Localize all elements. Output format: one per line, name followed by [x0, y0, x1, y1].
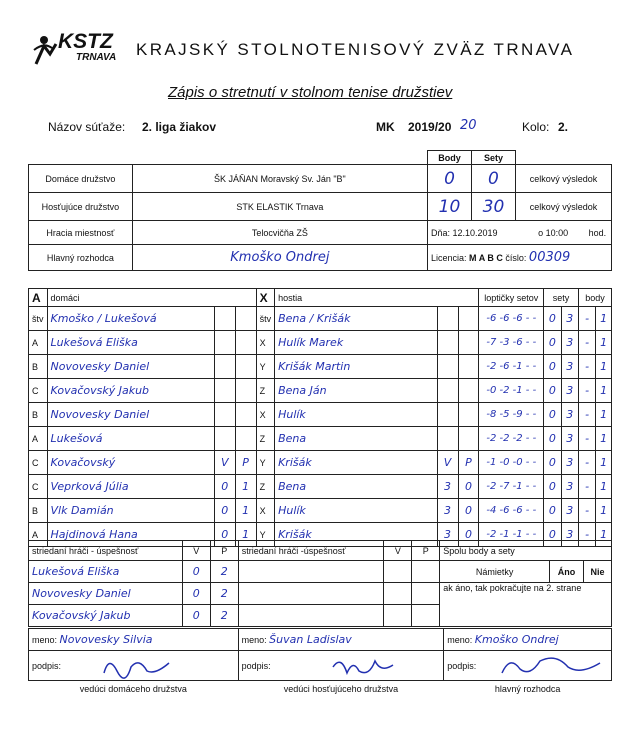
away-player: Bena Ján: [278, 384, 327, 397]
sety-away: 3: [566, 432, 574, 445]
sub-home-name: Kovačovský Jakub: [32, 609, 131, 622]
away-code: X: [259, 505, 266, 516]
match-row: [29, 427, 612, 451]
away-v: 3: [444, 528, 452, 541]
home-player: Vlk Damián: [50, 504, 114, 517]
referee-signature: [496, 651, 606, 679]
set-scores: -2 -6 -1 - -: [486, 361, 537, 372]
body-away: 1: [600, 408, 608, 421]
set-scores: -2 -2 -2 - -: [486, 433, 537, 444]
away-v: V: [443, 456, 452, 469]
home-code: B: [32, 505, 39, 516]
sety-home: 0: [548, 432, 556, 445]
col-body: Body: [427, 151, 471, 165]
away-v: 3: [444, 504, 452, 517]
home-code: C: [32, 385, 39, 396]
objections-yes: Áno: [550, 561, 584, 583]
match-row: [29, 499, 612, 523]
home-code: C: [32, 481, 39, 492]
body-home: -: [585, 384, 590, 397]
set-scores: -0 -2 -1 - -: [486, 385, 537, 396]
competition-value: 2. liga žiakov: [142, 120, 217, 134]
away-code: X: [259, 337, 266, 348]
away-v: 3: [444, 480, 452, 493]
round-label: Kolo:: [522, 120, 550, 134]
home-code: A: [32, 337, 39, 348]
away-code: Y: [259, 529, 266, 540]
sety-home: 0: [548, 312, 556, 325]
body-away: 1: [600, 312, 608, 325]
away-code: Y: [259, 457, 266, 468]
body-home: -: [585, 360, 590, 373]
home-v: V: [220, 456, 229, 469]
away-code: Z: [259, 385, 266, 396]
licence-letters: M A B C: [469, 253, 503, 263]
substitutes-table: [28, 540, 612, 627]
sub-away-label: striedaní hráči -úspešnosť: [238, 541, 384, 561]
set-scores: -1 -0 -0 - -: [486, 457, 537, 468]
away-signature: [329, 653, 409, 679]
header-sety: sety: [544, 289, 579, 307]
objections-label: Námietky: [440, 561, 550, 583]
sub-home-v: V: [182, 541, 210, 561]
body-away: 1: [600, 528, 608, 541]
referee-label: Hlavný rozhodca: [29, 245, 133, 271]
header-sets: loptičky setov: [479, 289, 544, 307]
time-value: 10:00: [545, 227, 569, 238]
set-scores: -2 -1 -1 - -: [486, 529, 537, 540]
sety-home: 0: [548, 480, 556, 493]
set-scores: -6 -6 -6 - -: [486, 313, 537, 324]
away-p: 0: [464, 480, 472, 493]
set-scores: -8 -5 -9 - -: [486, 409, 537, 420]
away-player: Bena / Krišák: [278, 312, 351, 325]
sub-home-p-val: 2: [220, 587, 228, 600]
home-p: 1: [242, 504, 250, 517]
logo-text: KSTZ: [58, 30, 113, 53]
sety-away: 3: [566, 408, 574, 421]
away-player: Krišák: [278, 528, 312, 541]
away-body: 10: [438, 196, 461, 217]
home-v: 0: [221, 528, 229, 541]
set-scores: -4 -6 -6 - -: [486, 505, 537, 516]
home-p: 1: [242, 480, 250, 493]
sub-away-v: V: [384, 541, 412, 561]
body-home: -: [585, 456, 590, 469]
sub-home-p-val: 2: [220, 609, 228, 622]
home-player: Kovačovský: [50, 456, 116, 469]
season-written: 20: [460, 118, 477, 133]
matches-table: [28, 288, 612, 547]
sub-home-label: striedaní hráči - úspešnosť: [29, 541, 183, 561]
home-code: C: [32, 457, 39, 468]
body-home: -: [585, 312, 590, 325]
signatures-table: [28, 628, 612, 697]
sety-home: 0: [548, 360, 556, 373]
sub-home-p-val: 2: [220, 565, 228, 578]
body-home: -: [585, 528, 590, 541]
home-code: štv: [32, 313, 44, 324]
home-code: B: [32, 409, 39, 420]
sub-home-name: Novovesky Daniel: [32, 587, 131, 600]
home-signature: [99, 653, 179, 679]
time-prefix: o: [538, 227, 544, 238]
podpis-label: podpis:: [32, 660, 62, 671]
podpis-label: podpis:: [447, 660, 477, 671]
away-code: X: [259, 409, 266, 420]
home-team-label: Domáce družstvo: [29, 165, 133, 193]
sety-home: 0: [548, 336, 556, 349]
body-away: 1: [600, 432, 608, 445]
home-player: Veprková Júlia: [50, 480, 129, 493]
venue-label: Hracia miestnosť: [29, 221, 133, 245]
meno-label: meno:: [32, 635, 58, 645]
sub-away-p: P: [412, 541, 440, 561]
date-label: Dňa:: [430, 227, 450, 238]
objections-no: Nie: [583, 561, 611, 583]
sety-home: 0: [548, 528, 556, 541]
summary-table: [28, 150, 612, 271]
away-p: P: [465, 456, 472, 469]
referee-value: Kmoško Ondrej: [230, 250, 330, 265]
away-role: vedúci hosťujúceho družstva: [283, 683, 399, 694]
time-suffix: hod.: [588, 227, 607, 238]
podpis-label: podpis:: [241, 660, 271, 671]
header-home: domáci: [47, 289, 256, 307]
home-team: ŠK JÁŇAN Moravský Sv. Ján "B": [132, 165, 427, 193]
sety-away: 3: [566, 360, 574, 373]
sub-home-name: Lukešová Eliška: [32, 565, 120, 578]
body-away: 1: [600, 360, 608, 373]
licence-num: 00309: [528, 250, 571, 265]
round-value: 2.: [558, 120, 569, 134]
venue-value: Telocvičňa ZŠ: [132, 221, 427, 245]
body-home: -: [585, 504, 590, 517]
away-player: Hulík: [278, 408, 306, 421]
away-code: Z: [259, 481, 266, 492]
away-leader-name: Šuvan Ladislav: [269, 633, 352, 646]
season-printed: 2019/20: [408, 120, 452, 134]
org-title: KRAJSKÝ STOLNOTENISOVÝ ZVÄZ TRNAVA: [136, 40, 575, 59]
away-code: Y: [259, 361, 266, 372]
sety-away: 3: [566, 528, 574, 541]
sety-away: 3: [566, 336, 574, 349]
sub-home-v-val: 0: [192, 565, 200, 578]
sub-home-v-val: 0: [192, 609, 200, 622]
ref-role: hlavný rozhodca: [494, 683, 561, 694]
home-v: 0: [221, 480, 229, 493]
match-row: [29, 379, 612, 403]
body-home: -: [585, 336, 590, 349]
home-result-label: celkový výsledok: [515, 165, 611, 193]
body-away: 1: [600, 504, 608, 517]
match-row: [29, 451, 612, 475]
away-code: Z: [259, 433, 266, 444]
set-scores: -2 -7 -1 - -: [486, 481, 537, 492]
match-row: [29, 355, 612, 379]
home-p: 1: [242, 528, 250, 541]
away-team: STK ELASTIK Trnava: [132, 193, 427, 221]
away-player: Krišák: [278, 456, 312, 469]
home-v: 0: [221, 504, 229, 517]
continue-note: ak áno, tak pokračujte na 2. strane: [440, 583, 612, 627]
home-player: Kmoško / Lukešová: [50, 312, 157, 325]
referee-name: Kmoško Ondrej: [474, 633, 559, 646]
meno-label: meno:: [447, 635, 473, 645]
match-row: [29, 331, 612, 355]
away-result-label: celkový výsledok: [515, 193, 611, 221]
sety-home: 0: [548, 504, 556, 517]
sub-home-v-val: 0: [192, 587, 200, 600]
body-home: -: [585, 408, 590, 421]
away-p: 0: [464, 504, 472, 517]
home-player: Lukešová: [50, 432, 103, 445]
home-player: Lukešová Eliška: [50, 336, 138, 349]
match-row: [29, 403, 612, 427]
body-away: 1: [600, 480, 608, 493]
body-away: 1: [600, 336, 608, 349]
doc-title: Zápis o stretnutí v stolnom tenise družstiev: [168, 84, 453, 101]
home-code: B: [32, 361, 39, 372]
home-player: Hajdinová Hana: [50, 528, 138, 541]
sety-away: 3: [566, 312, 574, 325]
licence-label: Licencia:: [430, 253, 467, 263]
away-code: štv: [259, 313, 272, 324]
home-code: A: [32, 433, 39, 444]
away-p: 0: [464, 528, 472, 541]
away-player: Bena: [278, 480, 307, 493]
sub-home-p: P: [210, 541, 238, 561]
away-player: Hulík: [278, 504, 306, 517]
sety-away: 3: [566, 456, 574, 469]
away-player: Hulík Marek: [278, 336, 344, 349]
header-x: X: [256, 289, 275, 307]
body-away: 1: [600, 456, 608, 469]
matches-header: [29, 289, 612, 307]
home-p: P: [242, 456, 249, 469]
sety-home: 0: [548, 384, 556, 397]
home-role: vedúci domáceho družstva: [79, 683, 187, 694]
set-scores: -7 -3 -6 - -: [486, 337, 537, 348]
col-sety: Sety: [471, 151, 515, 165]
home-player: Kovačovský Jakub: [50, 384, 150, 397]
competition-label: Názov súťaže:: [48, 120, 126, 134]
away-player: Krišák Martin: [278, 360, 351, 373]
body-away: 1: [600, 384, 608, 397]
sety-away: 3: [566, 480, 574, 493]
meno-label: meno:: [241, 635, 267, 645]
sety-away: 3: [566, 504, 574, 517]
totals-label: Spolu body a sety: [440, 541, 612, 561]
home-body: 0: [444, 168, 455, 189]
home-leader-name: Novovesky Silvia: [59, 633, 153, 646]
body-home: -: [585, 432, 590, 445]
away-team-label: Hosťujúce družstvo: [29, 193, 133, 221]
match-row: [29, 475, 612, 499]
body-home: -: [585, 480, 590, 493]
licence-num-label: číslo:: [505, 253, 527, 263]
home-player: Novovesky Daniel: [50, 408, 150, 421]
away-player: Bena: [278, 432, 307, 445]
away-sety: 30: [482, 196, 505, 217]
header-body: body: [579, 289, 612, 307]
sety-away: 3: [566, 384, 574, 397]
date-value: 12.10.2019: [452, 227, 498, 238]
home-player: Novovesky Daniel: [50, 360, 150, 373]
sety-home: 0: [548, 456, 556, 469]
match-row: [29, 307, 612, 331]
home-code: A: [32, 529, 39, 540]
logo-sub: TRNAVA: [76, 52, 117, 63]
sety-home: 0: [548, 408, 556, 421]
mk-label: MK: [376, 120, 395, 134]
home-sety: 0: [488, 168, 499, 189]
header-a: A: [29, 289, 48, 307]
header-away: hostia: [275, 289, 479, 307]
